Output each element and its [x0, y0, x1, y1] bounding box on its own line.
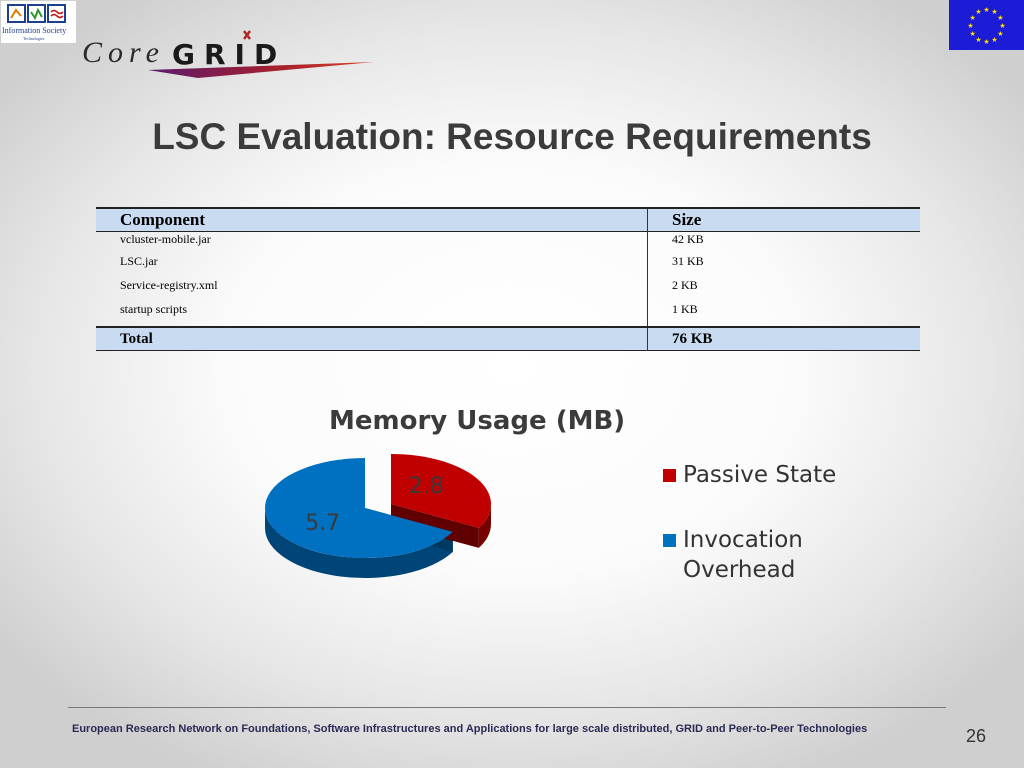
- ist-logo-icon: [7, 4, 67, 23]
- legend-label-invocation-overhead: Invocation Overhead: [683, 527, 803, 583]
- memory-usage-pie-chart: [240, 450, 510, 620]
- resource-table: [96, 207, 920, 351]
- cell-component: LSC.jar: [96, 254, 648, 278]
- cell-component: startup scripts: [96, 302, 648, 327]
- table-row: [96, 232, 920, 255]
- eu-star-icon: ★: [969, 30, 976, 38]
- cell-size: 1 KB: [672, 302, 698, 316]
- table-header-row: [96, 208, 920, 232]
- slide-title: LSC Evaluation: Resource Requirements: [152, 116, 872, 157]
- ist-logo-subtext: Technologies: [23, 36, 45, 41]
- cell-component: Service-registry.xml: [96, 278, 648, 302]
- table-total-row: [96, 327, 920, 351]
- eu-star-icon: ★: [975, 8, 982, 17]
- table-row: [96, 302, 920, 327]
- eu-star-icon: ★: [983, 6, 990, 14]
- eu-star-icon: ★: [967, 22, 974, 30]
- eu-star-icon: ★: [969, 14, 976, 22]
- eu-star-icon: ★: [997, 14, 1004, 22]
- eu-star-icon: ★: [983, 38, 990, 46]
- logo-grid-text: GRID: [172, 38, 287, 71]
- table-row: [96, 254, 920, 278]
- cell-size: 42 KB: [672, 232, 704, 246]
- column-header-size: Size: [648, 208, 921, 232]
- table-row: [96, 278, 920, 302]
- total-size: 76 KB: [648, 327, 921, 351]
- cell-size: 2 KB: [672, 278, 698, 292]
- legend-swatch-passive-state: [663, 469, 676, 482]
- footer-text: European Research Network on Foundations, Software Infrastructures and Applications for large scale distributed, GRID and Peer-to-Peer Technologies: [72, 723, 868, 735]
- cell-size: 31 KB: [672, 254, 704, 268]
- ist-logo-text: Information Society: [2, 26, 67, 35]
- coregrid-logo: [78, 26, 378, 80]
- page-number: 26: [966, 726, 987, 746]
- eu-star-icon: ★: [997, 30, 1004, 38]
- column-header-component: Component: [96, 208, 648, 232]
- data-label: 5.7: [305, 511, 341, 536]
- legend-swatch-invocation-overhead: [663, 534, 676, 547]
- eu-star-icon: ★: [991, 35, 998, 44]
- data-label: 2.8: [408, 474, 444, 499]
- total-label: Total: [96, 327, 648, 351]
- legend-label-passive-state: Passive State: [683, 462, 837, 488]
- chart-title: Memory Usage (MB): [329, 406, 626, 436]
- footer-divider: [68, 707, 946, 708]
- eu-star-icon: ★: [991, 8, 998, 17]
- eu-star-icon: ★: [999, 22, 1006, 30]
- information-society-logo: [0, 0, 77, 44]
- logo-core-text: Core: [82, 36, 165, 69]
- eu-flag-logo: [949, 0, 1024, 50]
- cell-component: vcluster-mobile.jar: [96, 232, 648, 255]
- eu-star-icon: ★: [975, 35, 982, 44]
